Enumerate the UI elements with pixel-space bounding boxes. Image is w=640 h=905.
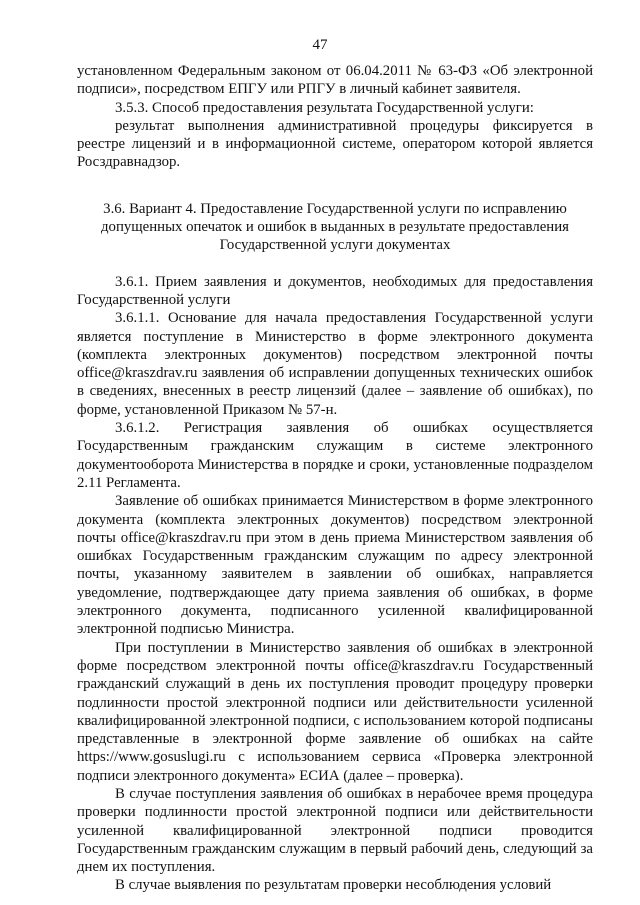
paragraph-3-6-1-1: 3.6.1.1. Основание для начала предоставления Государственной услуги является поступление в Министерство в форме электронного документа (комплекта электронных документов) посредством электронной почты office@kraszdrav.ru заявления об исправлении допущенных технических ошибок в сведениях, внесенных в реестр лицензий (далее – заявление об ошибках), по форме, установленной Приказом № 57-н. bbox=[77, 310, 593, 418]
paragraph-3-5-3: 3.5.3. Способ предоставления результата Государственной услуги: bbox=[115, 99, 534, 116]
paragraph-verification: При поступлении в Министерство заявления об ошибках в электронной форме посредством электронной почты office@kraszdrav.ru Государственный гражданский служащий в день их поступления проводит процедуру проверки подлинности простой электронной подписи или действительности усиленной квалифицированной электронной подписи, с использованием которой подписаны представленные в электронной форме заявление об ошибках на сайте https://www.gosuslugi.ru с использованием сервиса «Проверка электронной подписи электронного документа» ЕСИА (далее – проверка). bbox=[77, 639, 593, 784]
paragraph-application-accepted: Заявление об ошибках принимается Министерством в форме электронного документа (комплекта электронных документов) посредством электронной почты office@kraszdrav.ru при этом в день приема Министерством заявления об ошибках Государственным гражданским служащим по адресу электронной почты, указанному заявителем в заявлении об ошибках, направляется уведомление, подтверждающее дату приема заявления об ошибках, в форме электронного документа, подписанного усиленной квалифицированной электронной подписью Министра. bbox=[77, 493, 593, 638]
paragraph-continuation: установленном Федеральным законом от 06.04.2011 № 63-ФЗ «Об электронной подписи», посредством ЕПГУ или РПГУ в личный кабинет заявителя. bbox=[77, 63, 593, 98]
paragraph-violation-detected: В случае выявления по результатам проверки несоблюдения условий bbox=[115, 877, 552, 894]
paragraph-nonworking-time: В случае поступления заявления об ошибках в нерабочее время процедура проверки подлинности простой электронной подписи или действительности усиленной квалифицированной электронной подписи проводится Государственным гражданским служащим в первый рабочий день, следующий за днем их поступления. bbox=[77, 785, 593, 876]
section-heading-3-6: 3.6. Вариант 4. Предоставление Государственной услуги по исправлению допущенных опечаток и ошибок в выданных в результате предоставления Государственной услуги документах bbox=[101, 200, 569, 254]
document-body bbox=[77, 62, 593, 895]
page-number: 47 bbox=[312, 37, 328, 53]
paragraph-3-6-1: 3.6.1. Прием заявления и документов, необходимых для предоставления Государственной услуги bbox=[77, 273, 593, 308]
paragraph-3-6-1-2: 3.6.1.2. Регистрация заявления об ошибках осуществляется Государственным гражданским служащим в системе электронного документооборота Министерства в порядке и сроки, установленные подразделом 2.11 Регламента. bbox=[77, 420, 593, 491]
paragraph-result: результат выполнения административной процедуры фиксируется в реестре лицензий и в информационной системе, оператором которой является Росздравнадзор. bbox=[77, 117, 593, 171]
